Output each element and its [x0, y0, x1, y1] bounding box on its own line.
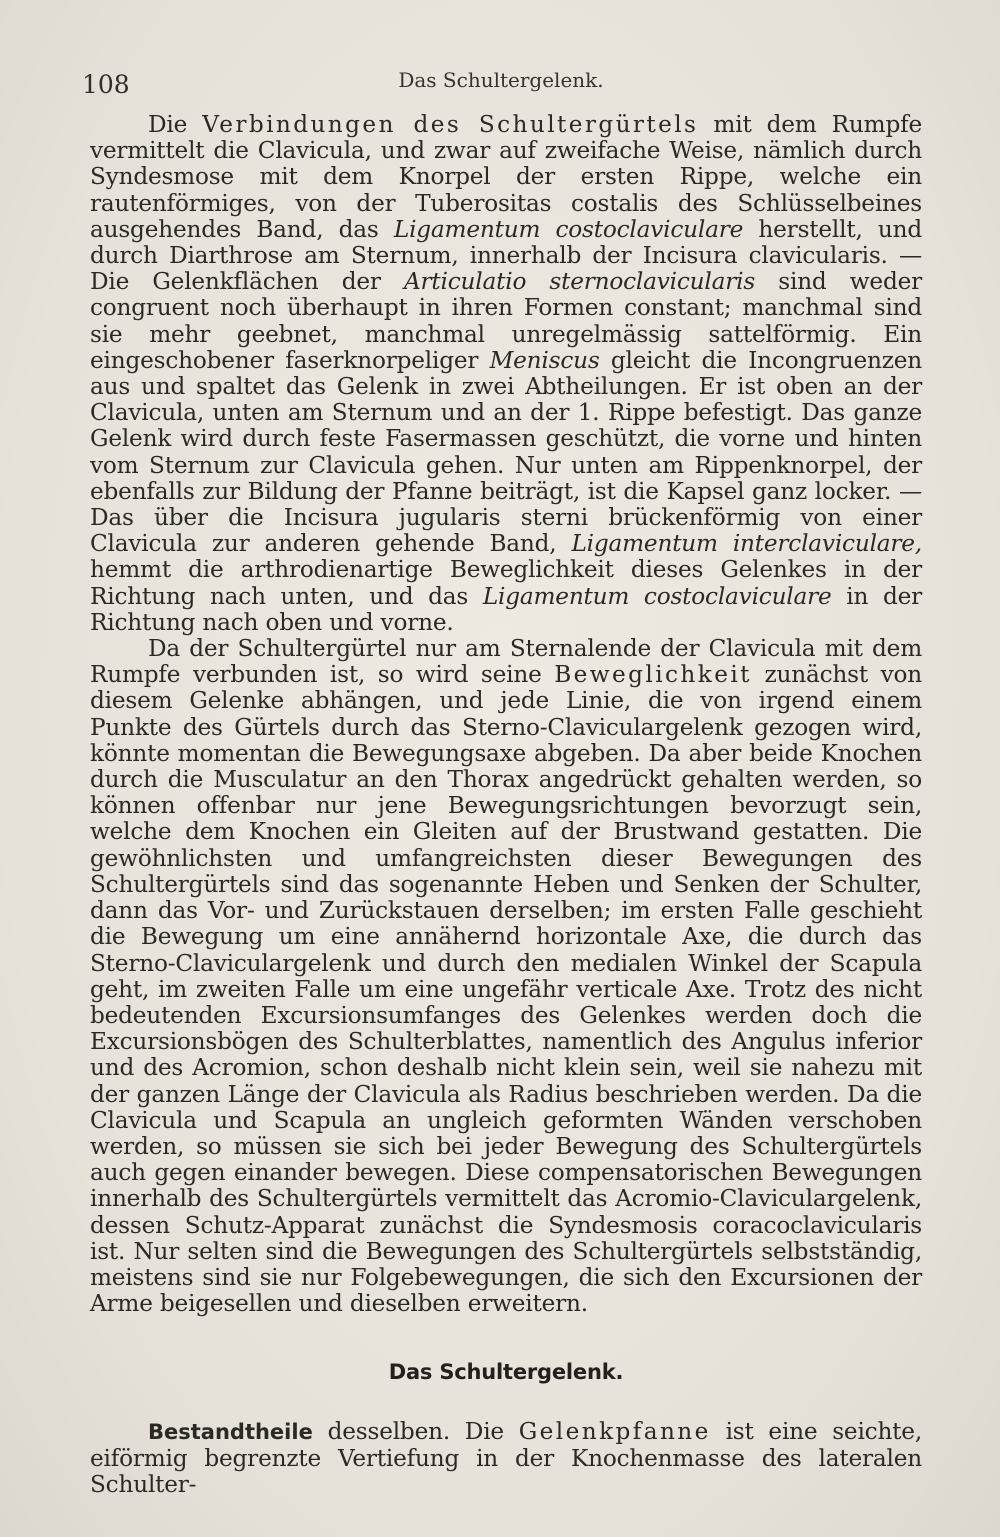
- text-run: zunächst von diesem Gelenke abhängen, und jede Linie, die von irgend einem Punkte des Gürtels durch das Sterno-Claviculargelenk gezogen wird, könnte momentan die Bewegungsaxe abgeben. Da aber beide Knochen durch die Musculatur an den Thorax angedrückt gehalten werden, so können offenbar nur jene Bewegungsrichtungen bevorzugt sein, welche dem Knochen ein Gleiten auf der Brustwand gestatten. Die gewöhnlichsten und umfangreichsten dieser Bewegungen des Schultergürtels sind das sogenannte Heben und Senken der Schulter, dann das Vor- und Zurückstauen derselben; im ersten Falle geschieht die Bewegung um eine annähernd horizontale Axe, die durch das Sterno-Claviculargelenk und durch den medialen Winkel der Scapula geht, im zweiten Falle um eine ungefähr verticale Axe. Trotz des nicht bedeutenden Excursionsumfanges des Gelenkes werden doch die Excursionsbögen des Schulterblattes, namentlich des Angulus inferior und des Acromion, schon deshalb nicht klein sein, weil sie nahezu mit der ganzen Länge der Clavicula als Radius beschrieben werden. Da die Clavicula und Scapula an ungleich geformten Wänden verschoben werden, so müssen sie sich bei jeder Bewegung des Schultergürtels auch gegen einander bewegen. Diese compensatorischen Bewegungen innerhalb des Schultergürtels vermittelt das Acromio-Claviculargelenk, dessen Schutz-Apparat zunächst die Syndesmosis coracoclavicularis ist. Nur selten sind die Bewegungen des Schultergürtels selbstständig, meistens sind sie nur Folgebewegungen, die sich den Excursionen der Arme beigesellen und dieselben erweitern.: [90, 661, 922, 1318]
- running-head: [82, 64, 920, 98]
- text-run: hemmt die arthrodienartige Beweglichkeit dieses Gelenkes in der Richtung nach unten, und das: [90, 556, 922, 610]
- term-articulatio-sternoclavicularis: Articulatio sternoclavicularis: [404, 268, 756, 296]
- term-meniscus: Meniscus: [489, 346, 600, 374]
- term-ligamentum-costoclaviculare: Ligamentum costoclaviculare: [482, 582, 832, 610]
- text-run: Da der Schultergürtel nur am Sternalende der Clavicula mit dem Rumpfe verbunden ist, so wird seine: [90, 635, 922, 689]
- text-run: ist eine seichte, eiförmig begrenzte Vertiefung in der Knochenmasse des lateralen Schulter-: [90, 1418, 922, 1498]
- paragraph-components: [90, 1419, 922, 1498]
- spaced-emphasis: Beweglichkeit: [554, 661, 752, 689]
- text-run: mit dem Rumpfe vermittelt die Clavicula, und zwar auf zweifache Weise, nämlich durch Syndesmose mit dem Knorpel der ersten Rippe, welche ein rautenförmiges, von der Tuberositas costalis des Schlüsselbeines ausgehendes Band, das: [90, 111, 922, 243]
- text-run: in der Richtung nach oben und vorne.: [90, 582, 923, 636]
- paragraph-sternoclavicular-joint: [90, 112, 922, 636]
- text-run: desselben. Die: [312, 1418, 519, 1446]
- page-number: 108: [82, 70, 130, 99]
- spaced-emphasis: Gelenkpfanne: [518, 1418, 711, 1446]
- page-body: [90, 112, 922, 1498]
- paragraph-shoulder-girdle-mobility: [90, 636, 922, 1317]
- text-run: herstellt, und durch Diarthrose am Sternum, innerhalb der Incisura clavicularis. — Die Gelenkflächen der: [90, 215, 923, 296]
- section-heading: Das Schultergelenk.: [388, 1360, 624, 1385]
- running-title: Das Schultergelenk.: [398, 68, 604, 92]
- spaced-emphasis: Verbindungen des Schultergürtels: [202, 111, 699, 138]
- text-run: Die: [148, 111, 203, 138]
- term-ligamentum-interclaviculare: Ligamentum interclaviculare,: [571, 530, 922, 558]
- text-run: gleicht die Incongruenzen aus und spaltet das Gelenk in zwei Abtheilungen. Er ist oben an der Clavicula, unten am Sternum und an der 1. Rippe befestigt. Das ganze Gelenk wird durch feste Fasermassen geschützt, die vorne und hinten vom Sternum zur Clavicula gehen. Nur unten am Rippenknorpel, der ebenfalls zur Bildung der Pfanne beiträgt, ist die Kapsel ganz locker. — Das über die Incisura jugularis sterni brückenförmig von einer Clavicula zur anderen gehende Band,: [90, 346, 922, 558]
- term-ligamentum-costoclaviculare: Ligamentum costoclaviculare: [393, 215, 744, 243]
- bold-lead-term: Bestandtheile: [148, 1420, 313, 1445]
- text-run: sind weder congruent noch überhaupt in ihren Formen constant; manchmal sind sie mehr geebnet, manchmal unregelmässig sattelförmig. Ein eingeschobener faserknorpeliger: [90, 268, 923, 374]
